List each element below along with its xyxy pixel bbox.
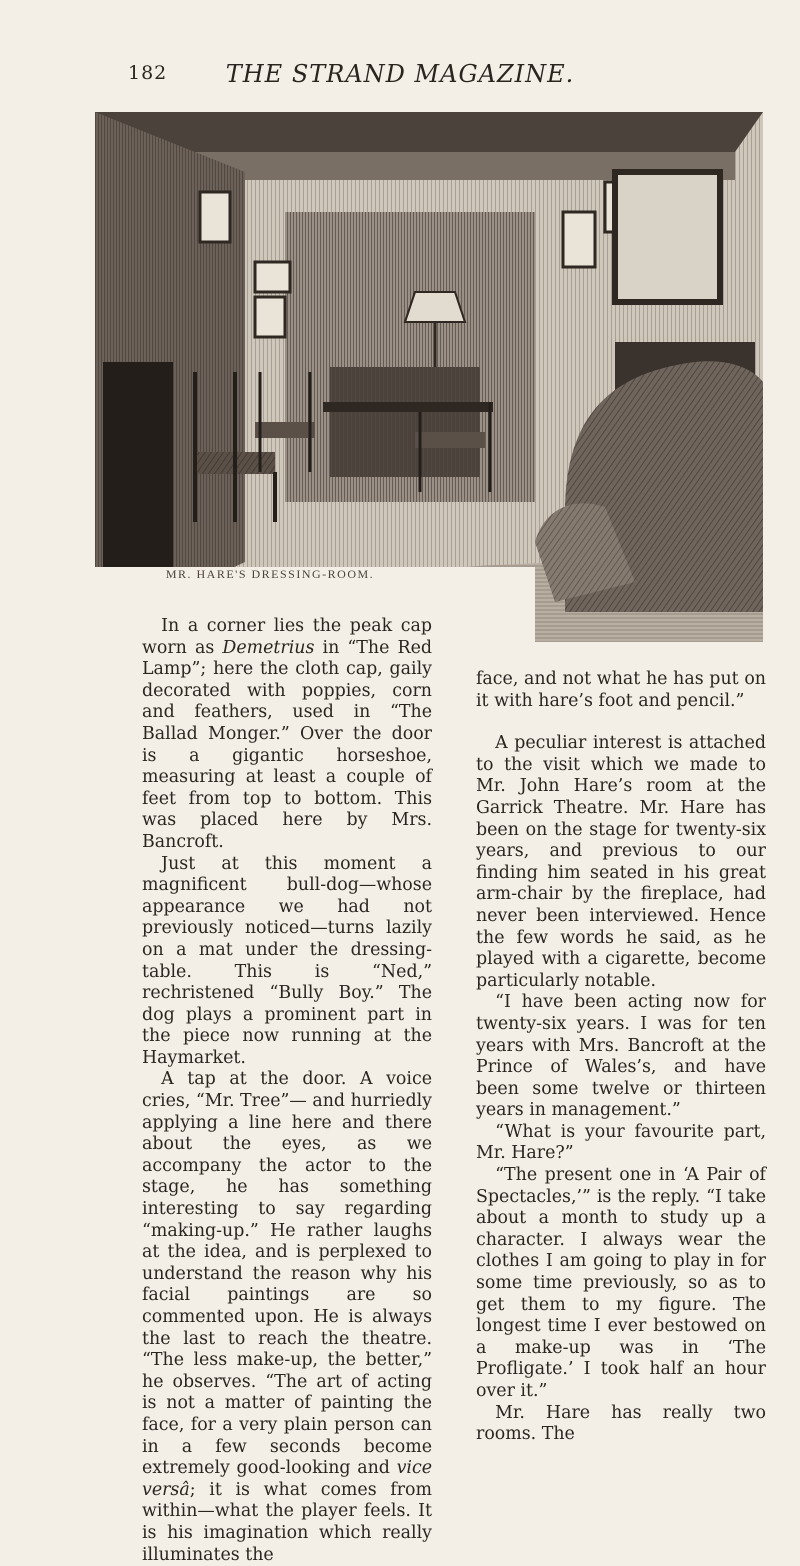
right-column [476, 669, 766, 1446]
paragraph-text: A tap at the door. A voice cries, “Mr. Tree”— and hurriedly applying a line here and there about the eyes, as we accompany the actor to the stage, he has something interesting to say regarding “making-up.” He rather laughs at the idea, and is perplexed to understand the reason why his facial paintings are so commented upon. He is always the last to reach the theatre. “The less make-up, the better,” he observes. “The art of acting is not a matter of painting the face, for a very plain person can in a few seconds become extremely good-looking and [142, 1069, 432, 1479]
paragraph-text: in “The Red Lamp”; here the cloth cap, gaily decorated with poppies, corn and feathers, used in “The Ballad Monger.” Over the door is a gigantic horseshoe, measuring at least a couple of feet from top to bottom. This was placed here by Mrs. Bancroft. [142, 637, 432, 852]
page-number: 182 [128, 62, 168, 84]
paragraph: “What is your favourite part, Mr. Hare?” [476, 1121, 766, 1164]
paragraph [142, 1069, 432, 1566]
italic-phrase: vice versâ [142, 1458, 432, 1500]
paragraph: A peculiar interest is attached to the visit which we made to Mr. John Hare’s room at the Garrick Theatre. Mr. Hare has been on the stage for twenty-six years, and previous to our finding him seated in his great arm-chair by the fireplace, had never been interviewed. Hence the few words he said, as he played with a cigarette, become particularly notable. [476, 733, 766, 991]
illustration-caption: MR. HARE'S DRESSING-ROOM. [165, 567, 375, 581]
dressing-room-engraving [95, 112, 763, 642]
paragraph [142, 616, 432, 854]
italic-title: Demetrius [222, 637, 315, 658]
page-header [0, 52, 800, 92]
paragraph: Just at this moment a magnificent bull-dog—whose appearance we had not previously noticed—turns lazily on a mat under the dressing-table. This is “Ned,” rechristened “Bully Boy.” The dog plays a prominent part in the piece now running at the Haymarket. [142, 853, 432, 1068]
paragraph: “The present one in ‘A Pair of Spectacles,’” is the reply. “I take about a month to study up a character. I always wear the clothes I am going to play in for some time previously, so as to get them to my figure. The longest time I ever bestowed on a make-up was in ‘The Profligate.’ I took half an hour over it.” [476, 1165, 766, 1401]
left-column [142, 616, 432, 1566]
running-title: THE STRAND MAGAZINE. [225, 60, 575, 88]
paragraph: Mr. Hare has really two rooms. The [476, 1402, 766, 1445]
paragraph: “I have been acting now for twenty-six years. I was for ten years with Mrs. Bancroft at the Prince of Wales’s, and have been some twelve or thirteen years in management.” [476, 992, 766, 1121]
paragraph-text: ; it is what comes from within—what the player feels. It is his imagination which really illuminates the [142, 1479, 432, 1565]
paragraph-text: In a corner lies the peak cap worn as [142, 616, 432, 658]
paragraph: face, and not what he has put on it with hare’s foot and pencil.” [476, 669, 766, 711]
